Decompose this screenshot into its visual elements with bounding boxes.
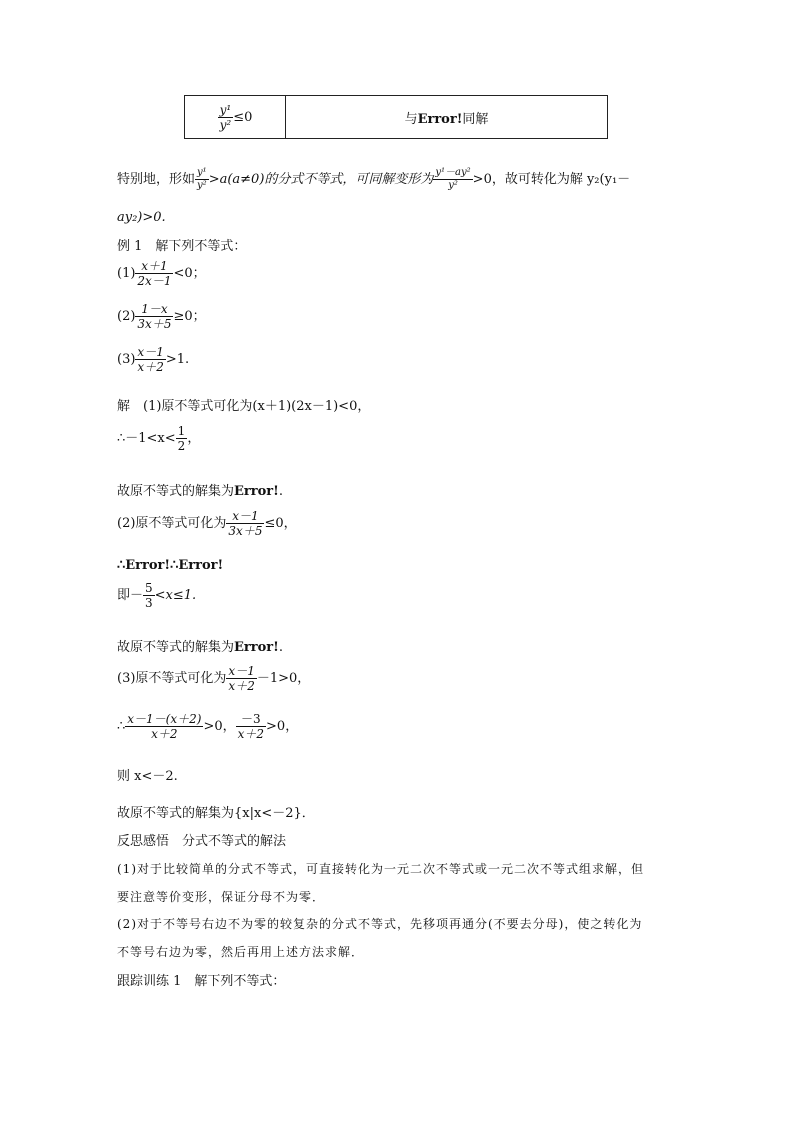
reflection-paragraph-2-line-1: (2)对于不等号右边不为零的较复杂的分式不等式，先移项再通分(不要去分母)，使之转化为	[117, 917, 643, 931]
fraction-s3b-1: $\frac{x-1-(x+2)}{x+2}$	[127, 712, 202, 741]
reflection-paragraph-1-line-1: (1)对于比较简单的分式不等式，可直接转化为一元二次不等式或一元二次不等式组求解，但	[117, 862, 645, 876]
summary-table	[184, 95, 608, 139]
fraction-y1-y2: $\frac{\text{y¹}}{\text{y²}}$	[219, 102, 232, 132]
table-row	[185, 96, 608, 139]
solution-3-line: (3)原不等式可化为 $\frac{x-1}{x+2}$ －1>0，	[117, 664, 311, 693]
solution-1-therefore: ∴－1<x< $\frac{1}{2}$ ，	[117, 424, 201, 453]
fraction-s3: $\frac{x-1}{x+2}$	[228, 664, 255, 693]
solution-3-result: 故原不等式的解集为{x|x<－2}．	[117, 806, 315, 821]
training-title: 跟踪训练 1 解下列不等式：	[117, 974, 286, 989]
example-question-3: (3) $\frac{x-1}{x+2}$ >1.	[117, 345, 190, 374]
fraction-s2: $\frac{x-1}{3x+5}$	[228, 509, 263, 538]
solution-3-therefore: ∴ $\frac{x-1-(x+2)}{x+2}$ >0， $\frac{-3}{x+2}$ >0，	[117, 712, 299, 741]
fraction-y1-over-y2: $\frac{\text{y¹}}{\text{y²}}$	[197, 167, 207, 191]
fraction-five-thirds: $\frac{5}{3}$	[145, 581, 153, 610]
solution-3-conclusion: 则 x<－2.	[117, 769, 178, 784]
special-case-line-1: 特别地，形如 $\frac{\text{y¹}}{\text{y²}}$ >a(a≠0)的分式不等式，可同解变形为 $\frac{\text{y¹－ay²}}{\text{y²}}$ >0，故可转化为解 y₂(y₁－	[117, 167, 631, 191]
error-ref: Error!	[234, 484, 279, 499]
special-case-line-2: ay₂)>0.	[117, 210, 166, 225]
solution-1-result: 故原不等式的解集为Error!.	[117, 484, 283, 499]
table-cell-equivalent: 与Error!同解	[286, 96, 608, 139]
reflection-title: 反思感悟 分式不等式的解法	[117, 834, 287, 849]
solution-2-range: 即－ $\frac{5}{3}$ <x≤1.	[117, 581, 197, 610]
example-title: 例 1 解下列不等式：	[117, 239, 247, 254]
solution-2-result: 故原不等式的解集为Error!.	[117, 640, 283, 655]
table-cell-condition: $\frac{\text{y¹}}{\text{y²}}$ ≤0	[185, 96, 286, 139]
example-question-1: (1) $\frac{x+1}{2x-1}$ <0；	[117, 259, 206, 288]
error-ref: Error!	[417, 111, 463, 127]
reflection-paragraph-2-line-2: 不等号右边为零，然后再用上述方法求解．	[117, 945, 365, 959]
error-ref: Error!	[234, 640, 279, 655]
example-question-2: (2) $\frac{1-x}{3x+5}$ ≥0；	[117, 302, 206, 331]
fraction-q1: $\frac{x+1}{2x-1}$	[137, 259, 172, 288]
solution-2-error-line: ∴Error!∴Error!	[117, 558, 224, 573]
fraction-one-half: $\frac{1}{2}$	[177, 424, 186, 453]
solution-2-line: (2)原不等式可化为 $\frac{x-1}{3x+5}$ ≤0，	[117, 509, 297, 538]
fraction-transformed: $\frac{\text{y¹－ay²}}{\text{y²}}$	[435, 167, 471, 191]
solution-1-line: 解 (1)原不等式可化为(x＋1)(2x－1)<0，	[117, 399, 371, 414]
reflection-paragraph-1-line-2: 要注意等价变形，保证分母不为零．	[117, 890, 326, 904]
fraction-q3: $\frac{x-1}{x+2}$	[137, 345, 164, 374]
fraction-s3b-2: $\frac{-3}{x+2}$	[237, 712, 265, 741]
fraction-q2: $\frac{1-x}{3x+5}$	[137, 302, 172, 331]
